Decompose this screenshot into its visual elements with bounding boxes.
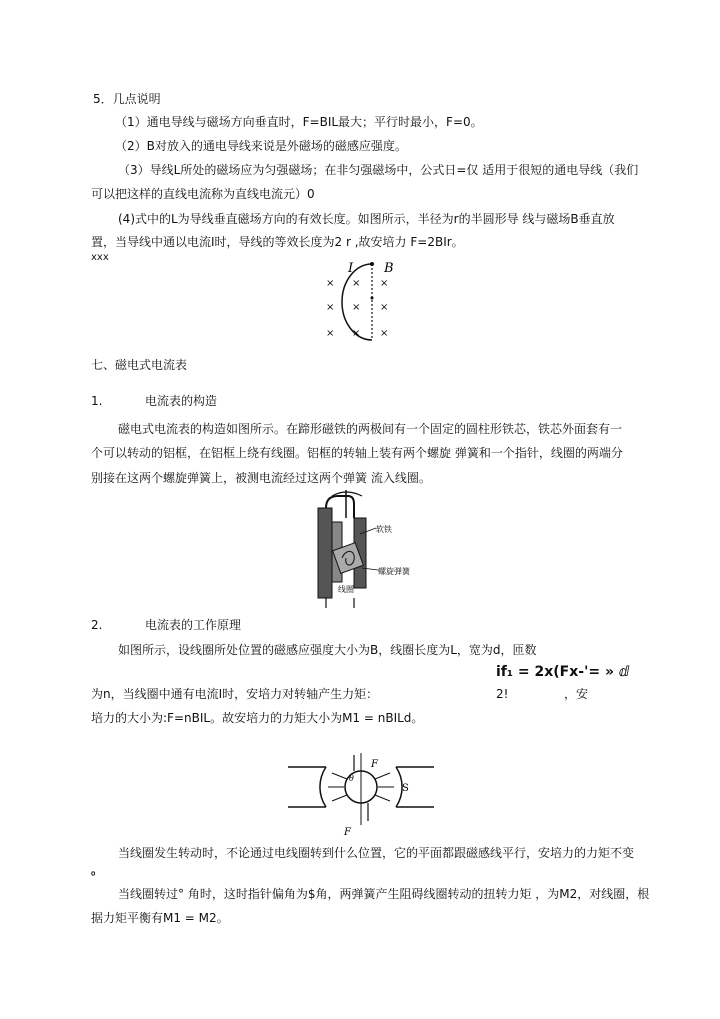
cross-mark: × [380, 328, 389, 339]
placeholder-text: xxx [91, 252, 109, 263]
semicircle-wire-figure [318, 258, 408, 344]
force-bottom-label: F [344, 827, 351, 837]
cross-mark: × [380, 278, 389, 289]
paragraph: 当线圈发生转动时，不论通过电线圈转到什么位置，它的平面都跟磁感线平行，安培力的力矩不变 [118, 846, 635, 860]
paragraph: 个可以转动的铝框，在铝框上绕有线圈。铝框的转轴上装有两个螺旋 弹簧和一个指针，线圈的两端分 [91, 446, 623, 460]
cross-mark: × [326, 328, 335, 339]
section-5-heading: 5．几点说明 [93, 92, 161, 106]
south-pole-label: S [402, 783, 409, 794]
galvanometer-construction-figure [296, 488, 416, 610]
paragraph-tail: ，安 [564, 687, 589, 701]
cross-mark: × [326, 278, 335, 289]
wire-end-dot [370, 262, 374, 266]
current-label: I [348, 261, 354, 276]
paragraph: 。 [91, 863, 104, 877]
center-dot [371, 297, 374, 300]
paragraph: （3）导线L所处的磁场应为匀强磁场；在非匀强磁场中，公式日=仅 适用于很短的通电导线（我们 [118, 163, 639, 177]
paragraph: 可以把这样的直线电流称为直线电流元）0 [91, 187, 315, 201]
paragraph: 据力矩平衡有M1 = M2。 [91, 911, 229, 925]
radial-field-figure [286, 745, 436, 837]
torque-formula: if₁ = 2x(Fx-'= » ⅆ [496, 664, 629, 680]
paragraph: （1）通电导线与磁场方向垂直时，F=BIL最大；平行时最小，F=0。 [115, 115, 483, 129]
subsection-title: 电流表的构造 [145, 394, 218, 408]
paragraph: （2）B对放入的通电导线来说是外磁场的磁感应强度。 [115, 139, 407, 153]
cross-mark: × [352, 278, 361, 289]
force-top-label: F [371, 759, 378, 770]
paragraph: 别接在这两个螺旋弹簧上，被测电流经过这两个弹簧 流入线圈。 [91, 471, 431, 485]
paragraph: 置，当导线中通以电流I时，导线的等效长度为2 r ,故安培力 F=2BIr。 [91, 235, 464, 249]
cross-mark: × [326, 302, 335, 313]
paragraph: 培力的大小为:F=nBIL。故安培力的力矩大小为M1 = nBILd。 [91, 711, 424, 725]
subsection-number: 2. [91, 618, 103, 632]
soft-iron-label: 软铁 [376, 525, 392, 534]
coil-label: 线圈 [338, 585, 354, 594]
subsection-number: 1. [91, 394, 103, 408]
field-label: B [384, 261, 394, 276]
formula-subscript: 2! [496, 687, 509, 701]
paragraph: 为n，当线圈中通有电流I时，安培力对转轴产生力矩： [91, 687, 379, 701]
section-7-heading: 七、磁电式电流表 [91, 358, 188, 372]
cross-mark: × [352, 328, 361, 339]
paragraph: (4)式中的L为导线垂直磁场方向的有效长度。如图所示，半径为r的半圆形导 线与磁场B垂直放 [118, 212, 615, 226]
paragraph: 磁电式电流表的构造如图所示。在蹄形磁铁的两极间有一个固定的圆柱形铁芯，铁芯外面套有一 [118, 422, 623, 436]
paragraph: 如图所示，设线圈所处位置的磁感应强度大小为B，线圈长度为L，宽为d，匝数 [118, 643, 537, 657]
spring-label: 螺旋弹簧 [378, 567, 410, 576]
subsection-title: 电流表的工作原理 [145, 618, 242, 632]
cross-mark: × [352, 302, 361, 313]
paragraph: 当线圈转过° 角时，这时指针偏角为$角，两弹簧产生阻碍线圈转动的扭转力矩 ，为M2，对线圈，根 [118, 887, 650, 901]
angle-label: θ [349, 774, 354, 783]
cross-mark: × [380, 302, 389, 313]
